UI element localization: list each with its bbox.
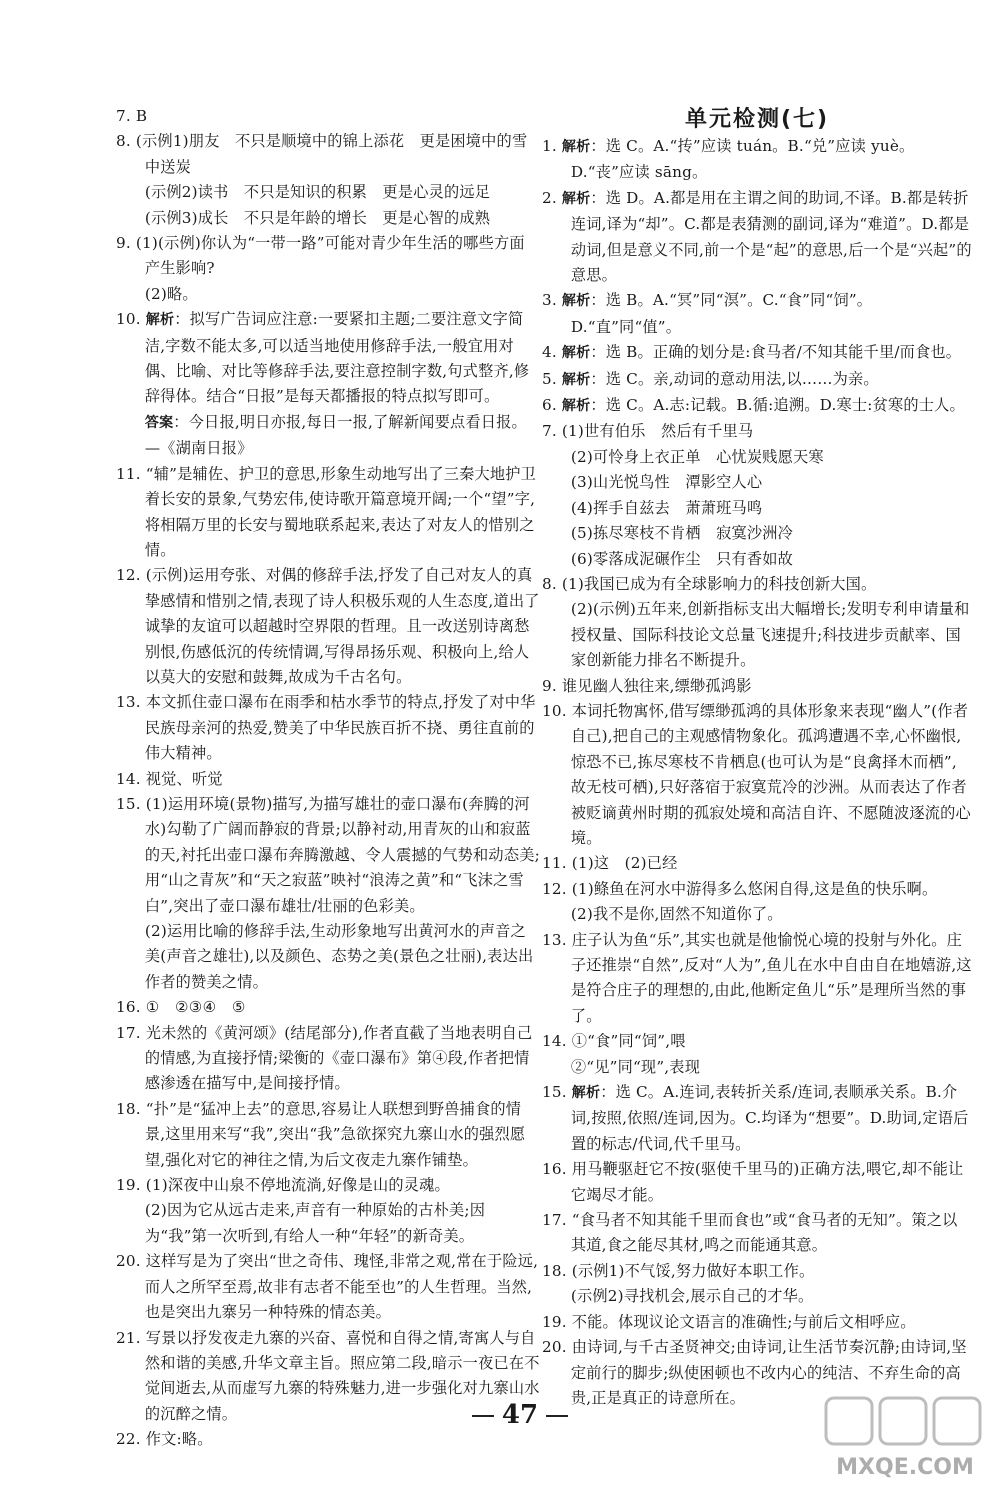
line-text: 16. ① ②③④ ⑤ — [116, 998, 246, 1017]
left-line — [116, 1097, 540, 1173]
watermark-text: MXQE.COM — [836, 1455, 974, 1480]
section-title: 单元检测(七) — [684, 107, 830, 132]
line-text: (2)略。 — [144, 284, 198, 303]
right-line — [542, 134, 972, 186]
left-line — [116, 180, 540, 205]
right-line — [542, 547, 972, 572]
right-line — [542, 902, 972, 927]
left-line — [116, 1173, 540, 1198]
right-line — [542, 674, 972, 699]
item-number: 2. — [542, 188, 562, 207]
left-line — [116, 282, 540, 307]
left-column — [116, 104, 540, 1453]
line-text: 17. “食马者不知其能千里而食也”或“食马者的无知”。策之以其道,食之能尽其材,鸣之而能通其意。 — [542, 1211, 958, 1255]
left-line — [116, 1249, 540, 1325]
line-text: 14. ①“食”同“饲”,喂 — [542, 1032, 686, 1051]
keyword-label: 解析 — [571, 1085, 601, 1102]
line-text: 12. (1)鲦鱼在河水中游得多么悠闲自得,这是鱼的快乐啊。 — [542, 879, 938, 898]
dash-right — [546, 1415, 568, 1417]
right-line — [542, 1055, 972, 1080]
item-number: 5. — [542, 369, 562, 388]
line-text: (示例2)读书 不只是知识的积累 更是心灵的远足 — [144, 183, 491, 202]
line-text: 9. (1)(示例)你认为“一带一路”可能对青少年生活的哪些方面产生影响? — [116, 234, 525, 278]
left-line — [116, 1427, 540, 1452]
right-line — [542, 419, 972, 444]
keyword-label: 解析 — [561, 139, 591, 155]
line-text: 12. (示例)运用夸张、对偶的修辞手法,抒发了自己对友人的真挚感情和惜别之情,表现了诗人积极乐观的人生态度,道出了诚挚的友谊可以超越时空界限的哲理。且一改送别诗离愁别恨,伤感低沉的传统情调,写得昂扬乐观、积极向上,给人以莫大的安慰和鼓舞,故成为千古名句。 — [116, 566, 540, 686]
line-text: 22. 作文:略。 — [116, 1430, 213, 1449]
right-line — [542, 1157, 972, 1208]
watermark-box-2 — [880, 1398, 926, 1444]
right-line — [542, 470, 972, 495]
line-text: ：选 C。A.连词,表转折关系/连词,表顺承关系。B.介词,按照,依照/连词,因为。C.均译为“想要”。D.助词,定语后置的标志/代词,代千里马。 — [570, 1083, 969, 1153]
right-line — [542, 393, 972, 419]
left-line — [116, 690, 540, 766]
line-text: 10. 本词托物寓怀,借写缥缈孤鸿的具体形象来表现“幽人”(作者自己),把自己的主观感情物象化。孤鸿遭遇不幸,心怀幽恨,惊恐不已,拣尽寒枝不肯栖息(也可认为是“良禽择木而栖”,故无枝可栖),只好落宿于寂寞荒冷的沙洲。从而表达了作者被贬谪黄州时期的孤寂处境和高洁自许、不愿随波逐流的心境。 — [542, 701, 971, 847]
line-text: 20. 这样写是为了突出“世之奇伟、瑰怪,非常之观,常在于险远,而人之所罕至焉,故非有志者不能至也”的人生哲理。当然,也是突出九寨另一种特殊的情态美。 — [116, 1252, 539, 1322]
keyword-label: 解析 — [145, 312, 175, 329]
keyword-label: 解析 — [561, 190, 591, 207]
left-line — [116, 307, 540, 410]
line-text: 20. 由诗词,与千古圣贤神交;由诗词,让生活节奏沉静;由诗词,坚定前行的脚步;纵使困顿也不改内心的纯洁、不弃生命的高贵,正是真正的诗意所在。 — [542, 1338, 967, 1407]
watermark-box-3 — [934, 1398, 980, 1444]
line-text: ：选 B。正确的划分是:食马者/不知其能千里/而食也。 — [590, 343, 962, 362]
line-text: 14. 视觉、听觉 — [116, 769, 223, 788]
left-line — [116, 767, 540, 792]
line-text: 13. 本文抓住壶口瀑布在雨季和枯水季节的特点,抒发了对中华民族母亲河的热爱,赞美了中华民族百折不挠、勇往直前的伟大精神。 — [116, 693, 536, 763]
item-number: 4. — [542, 343, 562, 362]
line-text: 7. (1)世有伯乐 然后有千里马 — [542, 422, 754, 441]
line-text: 11. “辅”是辅佐、护卫的意思,形象生动地写出了三秦大地护卫着长安的景象,气势宏伟,使诗歌开篇意境开阔;一个“望”字,将相隔万里的长安与蜀地联系起来,表达了对友人的惜别之情。 — [116, 464, 537, 559]
right-line — [542, 928, 972, 1030]
line-text: 7. B — [116, 107, 148, 125]
right-line — [542, 851, 972, 876]
left-line — [116, 410, 540, 462]
keyword-label: 答案 — [144, 414, 174, 431]
left-line — [116, 129, 540, 180]
right-line — [542, 1310, 972, 1335]
line-text: (示例2)寻找机会,展示自己的才华。 — [570, 1287, 814, 1306]
right-line — [542, 877, 972, 902]
item-number: 10. — [116, 310, 146, 329]
left-line — [116, 206, 540, 231]
left-line — [116, 462, 540, 564]
line-text: (5)拣尽寒枝不肯栖 寂寞沙洲冷 — [570, 524, 794, 543]
line-text: 8. (1)我国已成为有全球影响力的科技创新大国。 — [542, 574, 877, 593]
left-line — [116, 792, 540, 919]
keyword-label: 解析 — [561, 371, 591, 388]
line-text: (2)运用比喻的修辞手法,生动形象地写出黄河水的声音之美(声音之雄壮),以及颜色、态势之美(景色之壮丽),表达出作者的赞美之情。 — [144, 922, 534, 991]
left-line — [116, 1021, 540, 1097]
right-line — [542, 699, 972, 851]
line-text: ：选 B。A.“冥”同“溟”。C.“食”同“饲”。D.“直”同“值”。 — [570, 291, 873, 336]
line-text: ：拟写广告词应注意:一要紧扣主题;二要注意文字简洁,字数不能太多,可以适当地使用修辞手法,一般宜用对偶、比喻、对比等修辞手法,要注意控制字数,句式整齐,修辞得体。结合“日报”是每天都播报的特点拟写即可。 — [144, 310, 530, 406]
line-text: (示例3)成长 不只是年龄的增长 更是心智的成熟 — [144, 208, 491, 227]
item-number: 3. — [542, 291, 562, 310]
line-text: 18. “扑”是“猛冲上去”的意思,容易让人联想到野兽捕食的情景,这里用来写“我”,突出“我”急欲探究九寨山水的强烈愿望,强化对它的神往之情,为后文夜走九寨作铺垫。 — [116, 1099, 526, 1169]
right-line — [542, 445, 972, 470]
right-line — [542, 1284, 972, 1309]
page-number: 47 — [501, 1400, 539, 1430]
dash-left — [472, 1415, 494, 1417]
line-text: ：选 C。亲,动词的意动用法,以……为亲。 — [590, 369, 879, 388]
line-text: ：今日报,明日亦报,每日一报,了解新闻要点看日报。 —《湖南日报》 — [144, 412, 535, 458]
right-line — [542, 1029, 972, 1054]
right-line — [542, 288, 972, 340]
line-text: (2)可怜身上衣正单 心忧炭贱愿天寒 — [570, 447, 824, 466]
line-text: ：选 C。A.志:记载。B.循:追溯。D.寒士:贫寒的士人。 — [590, 396, 965, 415]
right-line — [542, 1259, 972, 1284]
line-text: 19. 不能。体现议论文语言的准确性;与前后文相呼应。 — [542, 1312, 916, 1331]
left-line — [116, 995, 540, 1020]
right-column — [542, 134, 972, 1411]
left-line — [116, 919, 540, 995]
right-line — [542, 496, 972, 521]
keyword-label: 解析 — [561, 398, 591, 415]
right-line — [542, 367, 972, 393]
line-text: 11. (1)这 (2)已经 — [542, 854, 678, 873]
line-text: (4)挥手自兹去 萧萧班马鸣 — [570, 498, 763, 517]
keyword-label: 解析 — [561, 345, 591, 362]
right-line — [542, 1080, 972, 1157]
item-number: 1. — [542, 137, 562, 155]
left-line — [116, 563, 540, 690]
line-text: (2)(示例)五年来,创新指标支出大幅增长;发明专利申请量和授权量、国际科技论文总量飞速提升;科技进步贡献率、国家创新能力排名不断提升。 — [570, 600, 970, 670]
left-line — [116, 231, 540, 282]
line-text: (2)因为它从远古走来,声音有一种原始的古朴美;因为“我”第一次听到,有给人一种“年轻”的新奇美。 — [144, 1201, 486, 1245]
keyword-label: 解析 — [561, 293, 591, 310]
line-text: 16. 用马鞭驱赶它不按(驱使千里马的)正确方法,喂它,却不能让它竭尽才能。 — [542, 1160, 964, 1204]
right-line — [542, 340, 972, 366]
watermark-logo — [820, 1392, 990, 1482]
line-text: (3)山光悦鸟性 潭影空人心 — [570, 473, 763, 492]
page-number-area — [460, 1400, 580, 1430]
watermark-box-1 — [826, 1398, 872, 1444]
item-number: 6. — [542, 396, 562, 415]
line-text: (6)零落成泥碾作尘 只有香如故 — [570, 549, 794, 568]
left-line — [116, 104, 540, 129]
right-line — [542, 1208, 972, 1259]
line-text: 18. (示例1)不气馁,努力做好本职工作。 — [542, 1261, 815, 1280]
right-line — [542, 186, 972, 289]
right-line — [542, 572, 972, 597]
line-text: ②“见”同“现”,表现 — [570, 1057, 701, 1076]
line-text: ：选 D。A.都是用在主谓之间的助词,不译。B.都是转折连词,译为“却”。C.都是表猜测的副词,译为“难道”。D.都是动词,但是意义不同,前一个是“起”的意思,后一个是“兴起”的意思。 — [570, 188, 972, 285]
right-line — [542, 597, 972, 673]
line-text: 13. 庄子认为鱼“乐”,其实也就是他愉悦心境的投射与外化。庄子还推崇“自然”,反对“人为”,鱼儿在水中自由自在地嬉游,这是符合庄子的理想的,由此,他断定鱼儿“乐”是理所当然的事了。 — [542, 930, 972, 1025]
line-text: 9. 谁见幽人独往来,缥缈孤鸿影 — [542, 676, 752, 695]
line-text: 8. (示例1)朋友 不只是顺境中的锦上添花 更是困境中的雪中送炭 — [116, 132, 528, 176]
item-number: 15. — [542, 1083, 572, 1102]
line-text: 21. 写景以抒发夜走九寨的兴奋、喜悦和自得之情,寄寓人与自然和谐的美感,升华文章主旨。照应第二段,暗示一夜已在不觉间逝去,从而虚写九寨的特殊魅力,进一步强化对九寨山水的沉醉之情。 — [116, 1328, 540, 1423]
right-line — [542, 521, 972, 546]
line-text: 17. 光未然的《黄河颂》(结尾部分),作者直截了当地表明自己的情感,为直接抒情;梁衡的《壶口瀑布》第④段,作者把情感渗透在描写中,是间接抒情。 — [116, 1023, 533, 1093]
line-text: 19. (1)深夜中山泉不停地流淌,好像是山的灵魂。 — [116, 1176, 450, 1195]
line-text: (2)我不是你,固然不知道你了。 — [570, 905, 783, 924]
left-line — [116, 1198, 540, 1249]
line-text: 15. (1)运用环境(景物)描写,为描写雄壮的壶口瀑布(奔腾的河水)勾勒了广阔而静寂的背景;以静衬动,用青灰的山和寂蓝的天,衬托出壶口瀑布奔腾激越、令人震撼的气势和动态美;用“山之青灰”和“天之寂蓝”映衬“浪涛之黄”和“飞沫之雪白”,突出了壶口瀑布雄壮/壮丽的色彩美。 — [116, 794, 540, 915]
line-text: ：选 C。A.“抟”应读 tuán。B.“兑”应读 yuè。D.“丧”应读 sāng。 — [570, 137, 915, 182]
